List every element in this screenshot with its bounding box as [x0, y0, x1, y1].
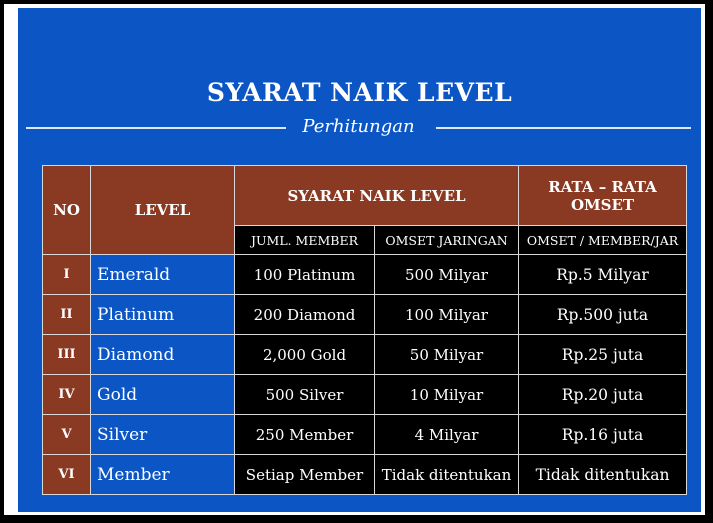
row-omset: 500 Milyar: [375, 255, 519, 295]
row-rata: Rp.500 juta: [519, 295, 687, 335]
row-no: II: [43, 295, 91, 335]
row-member: 500 Silver: [235, 375, 375, 415]
subheader-juml-member: JUML. MEMBER: [235, 226, 375, 255]
row-level: Emerald: [91, 255, 235, 295]
header-rata-line1: RATA – RATA: [548, 177, 657, 196]
row-no: VI: [43, 455, 91, 495]
header-row: [43, 166, 687, 226]
table-row: [43, 375, 687, 415]
row-rata: Rp.20 juta: [519, 375, 687, 415]
row-rata: Rp.5 Milyar: [519, 255, 687, 295]
subtitle-row: [26, 116, 691, 138]
row-level: Diamond: [91, 335, 235, 375]
subheader-omset-jaringan: OMSET JARINGAN: [375, 226, 519, 255]
row-rata: Rp.16 juta: [519, 415, 687, 455]
table-row: [43, 455, 687, 495]
header-rata-line2: OMSET: [570, 195, 635, 214]
row-member: Setiap Member: [235, 455, 375, 495]
row-omset: 50 Milyar: [375, 335, 519, 375]
table-row: [43, 335, 687, 375]
header-no: NO: [43, 166, 91, 255]
table-row: [43, 295, 687, 335]
subtitle: Perhitungan: [302, 116, 415, 137]
row-no: III: [43, 335, 91, 375]
row-no: I: [43, 255, 91, 295]
slide: [4, 4, 705, 515]
row-rata: Rp.25 juta: [519, 335, 687, 375]
row-omset: Tidak ditentukan: [375, 455, 519, 495]
row-level: Gold: [91, 375, 235, 415]
header-syarat: SYARAT NAIK LEVEL: [235, 166, 519, 226]
row-rata: Tidak ditentukan: [519, 455, 687, 495]
blue-panel: [18, 8, 701, 512]
row-no: IV: [43, 375, 91, 415]
header-rata-rata: [519, 166, 687, 226]
table-row: [43, 415, 687, 455]
row-member: 250 Member: [235, 415, 375, 455]
row-level: Member: [91, 455, 235, 495]
row-member: 100 Platinum: [235, 255, 375, 295]
row-level: Platinum: [91, 295, 235, 335]
row-no: V: [43, 415, 91, 455]
table-row: [43, 255, 687, 295]
row-omset: 4 Milyar: [375, 415, 519, 455]
row-member: 200 Diamond: [235, 295, 375, 335]
row-member: 2,000 Gold: [235, 335, 375, 375]
row-omset: 10 Milyar: [375, 375, 519, 415]
header-level: LEVEL: [91, 166, 235, 255]
row-level: Silver: [91, 415, 235, 455]
row-omset: 100 Milyar: [375, 295, 519, 335]
level-requirements-table: [42, 165, 687, 495]
subheader-omset-member: OMSET / MEMBER/JAR: [519, 226, 687, 255]
page-title: SYARAT NAIK LEVEL: [206, 78, 513, 107]
